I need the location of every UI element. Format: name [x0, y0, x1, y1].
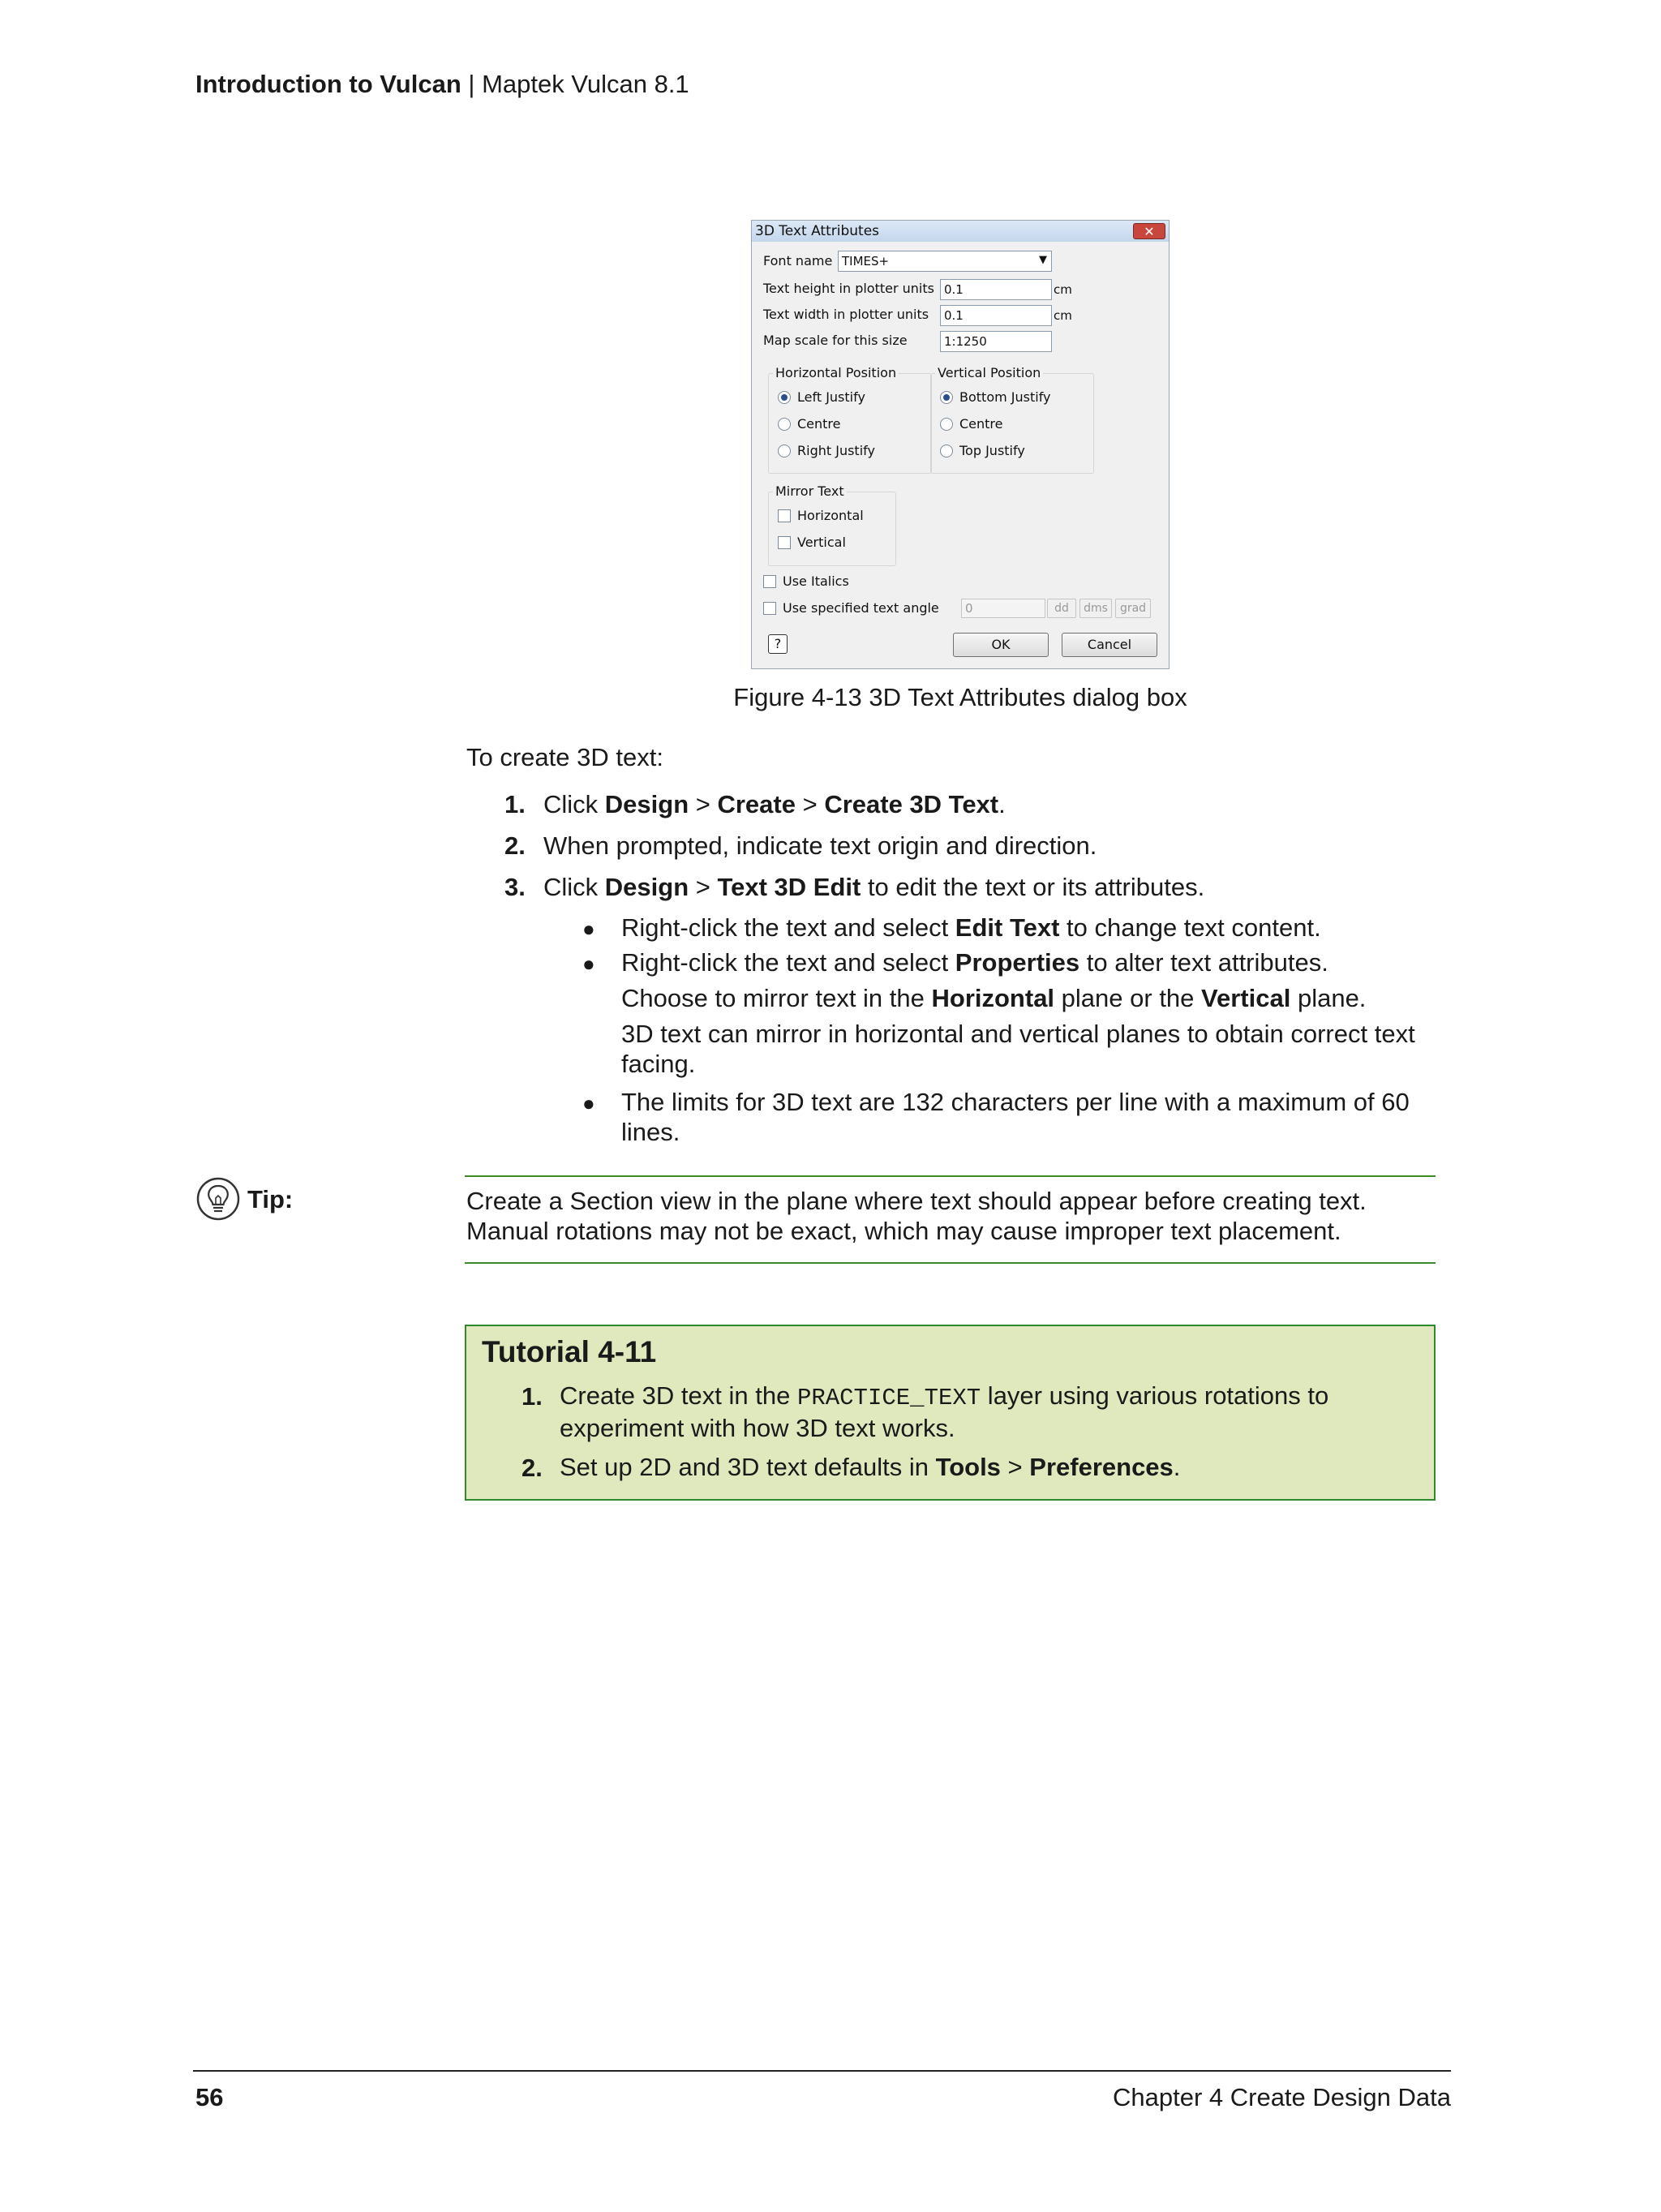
text-height-unit: cm — [1054, 282, 1072, 297]
top-justify-label: Top Justify — [959, 443, 1025, 458]
tip-bottom-rule — [465, 1262, 1436, 1264]
use-angle-checkbox[interactable] — [763, 602, 776, 615]
text-width-input[interactable]: 0.1 — [940, 305, 1052, 326]
header-title: Introduction to Vulcan — [195, 70, 461, 98]
vertical-position-title: Vertical Position — [935, 365, 1043, 380]
page-number: 56 — [195, 2083, 224, 2111]
use-italics-checkbox[interactable] — [763, 575, 776, 588]
h-centre-label: Centre — [797, 416, 841, 432]
step-1-text: Click Design > Create > Create 3D Text. — [543, 790, 1006, 818]
horizontal-position-title: Horizontal Position — [773, 365, 899, 380]
tutorial-item-1-number: 1. — [521, 1382, 543, 1411]
step-3-text: Click Design > Text 3D Edit to edit the text or its attributes. — [543, 873, 1205, 901]
text-height-label: Text height in plotter units — [763, 281, 934, 296]
tip-text: Create a Section view in the plane where text should appear before creating text. Manual rotations may not be exact, which may cause improper text placement. — [466, 1187, 1367, 1245]
help-icon[interactable]: ? — [768, 634, 788, 654]
figure-caption: Figure 4-13 3D Text Attributes dialog box — [733, 683, 1187, 711]
text-width-label: Text width in plotter units — [763, 307, 929, 322]
tutorial-item-2-number: 2. — [521, 1454, 543, 1482]
step-2-text: When prompted, indicate text origin and direction. — [543, 831, 1097, 860]
use-italics-label: Use Italics — [783, 573, 849, 589]
use-angle-label: Use specified text angle — [783, 600, 939, 616]
angle-grad-button[interactable]: grad — [1115, 599, 1151, 618]
ok-button[interactable]: OK — [953, 633, 1049, 657]
intro-text: To create 3D text: — [466, 743, 663, 771]
font-name-label: Font name — [763, 253, 833, 268]
mirror-vertical-checkbox[interactable] — [778, 536, 791, 549]
right-justify-label: Right Justify — [797, 443, 875, 458]
v-centre-label: Centre — [959, 416, 1003, 432]
running-header — [195, 70, 689, 99]
text-height-input[interactable]: 0.1 — [940, 279, 1052, 300]
dialog-titlebar — [752, 221, 1169, 242]
dialog-title: 3D Text Attributes — [755, 223, 880, 239]
bullet-2-marker: ● — [582, 951, 595, 976]
mirror-horizontal-label: Horizontal — [797, 508, 864, 523]
horizontal-position-group — [768, 373, 932, 474]
angle-input[interactable]: 0 — [961, 599, 1045, 618]
lightbulb-icon — [195, 1176, 241, 1222]
bullet-1-text: Right-click the text and select Edit Text to change text content. — [621, 913, 1321, 942]
font-name-select[interactable] — [838, 251, 1052, 272]
font-name-value: TIMES+ — [842, 254, 890, 268]
text-width-unit: cm — [1054, 308, 1072, 323]
cancel-button[interactable]: Cancel — [1062, 633, 1157, 657]
step-3-number: 3. — [504, 873, 526, 901]
header-subtitle: Maptek Vulcan 8.1 — [482, 70, 689, 98]
left-justify-label: Left Justify — [797, 389, 865, 405]
mirror-text-title: Mirror Text — [773, 483, 847, 499]
mirror-horizontal-checkbox[interactable] — [778, 509, 791, 522]
top-justify-radio[interactable] — [940, 445, 953, 457]
close-button[interactable]: ✕ — [1133, 223, 1165, 239]
step-1-number: 1. — [504, 790, 526, 818]
bottom-justify-label: Bottom Justify — [959, 389, 1051, 405]
chevron-down-icon: ▼ — [1039, 254, 1047, 266]
header-separator: | — [461, 70, 483, 98]
h-centre-radio[interactable] — [778, 418, 791, 431]
mirror-text-group — [768, 492, 896, 566]
mirror-vertical-label: Vertical — [797, 535, 846, 550]
mirror-detail-text: 3D text can mirror in horizontal and vertical planes to obtain correct text facing. — [621, 1020, 1415, 1078]
left-justify-radio[interactable] — [778, 391, 791, 404]
chapter-title: Chapter 4 Create Design Data — [1112, 2083, 1451, 2111]
tutorial-item-2-text: Set up 2D and 3D text defaults in Tools > Preferences. — [560, 1453, 1181, 1481]
vertical-position-group — [930, 373, 1094, 474]
v-centre-radio[interactable] — [940, 418, 953, 431]
tutorial-box — [465, 1325, 1436, 1501]
bullet-3-marker: ● — [582, 1091, 595, 1115]
bullet-2-text: Right-click the text and select Properties to alter text attributes. — [621, 948, 1328, 977]
map-scale-label: Map scale for this size — [763, 333, 908, 348]
bottom-justify-radio[interactable] — [940, 391, 953, 404]
text-attributes-dialog — [751, 220, 1170, 669]
tip-label: Tip: — [247, 1185, 294, 1213]
step-2-number: 2. — [504, 831, 526, 860]
bullet-3-text: The limits for 3D text are 132 characters per line with a maximum of 60 lines. — [621, 1088, 1410, 1146]
footer-rule — [193, 2070, 1451, 2072]
practice-text-layer-code: PRACTICE_TEXT — [796, 1385, 981, 1411]
bullet-1-marker: ● — [582, 917, 595, 941]
tutorial-item-1-text: Create 3D text in the PRACTICE_TEXT layer using various rotations to experiment with how 3D text works. — [560, 1381, 1329, 1442]
angle-dms-button[interactable]: dms — [1079, 599, 1112, 618]
map-scale-input[interactable]: 1:1250 — [940, 331, 1052, 352]
right-justify-radio[interactable] — [778, 445, 791, 457]
tip-top-rule — [465, 1175, 1436, 1177]
angle-dd-button[interactable]: dd — [1047, 599, 1076, 618]
tutorial-title: Tutorial 4-11 — [482, 1335, 657, 1368]
mirror-note-text: Choose to mirror text in the Horizontal plane or the Vertical plane. — [621, 984, 1367, 1012]
